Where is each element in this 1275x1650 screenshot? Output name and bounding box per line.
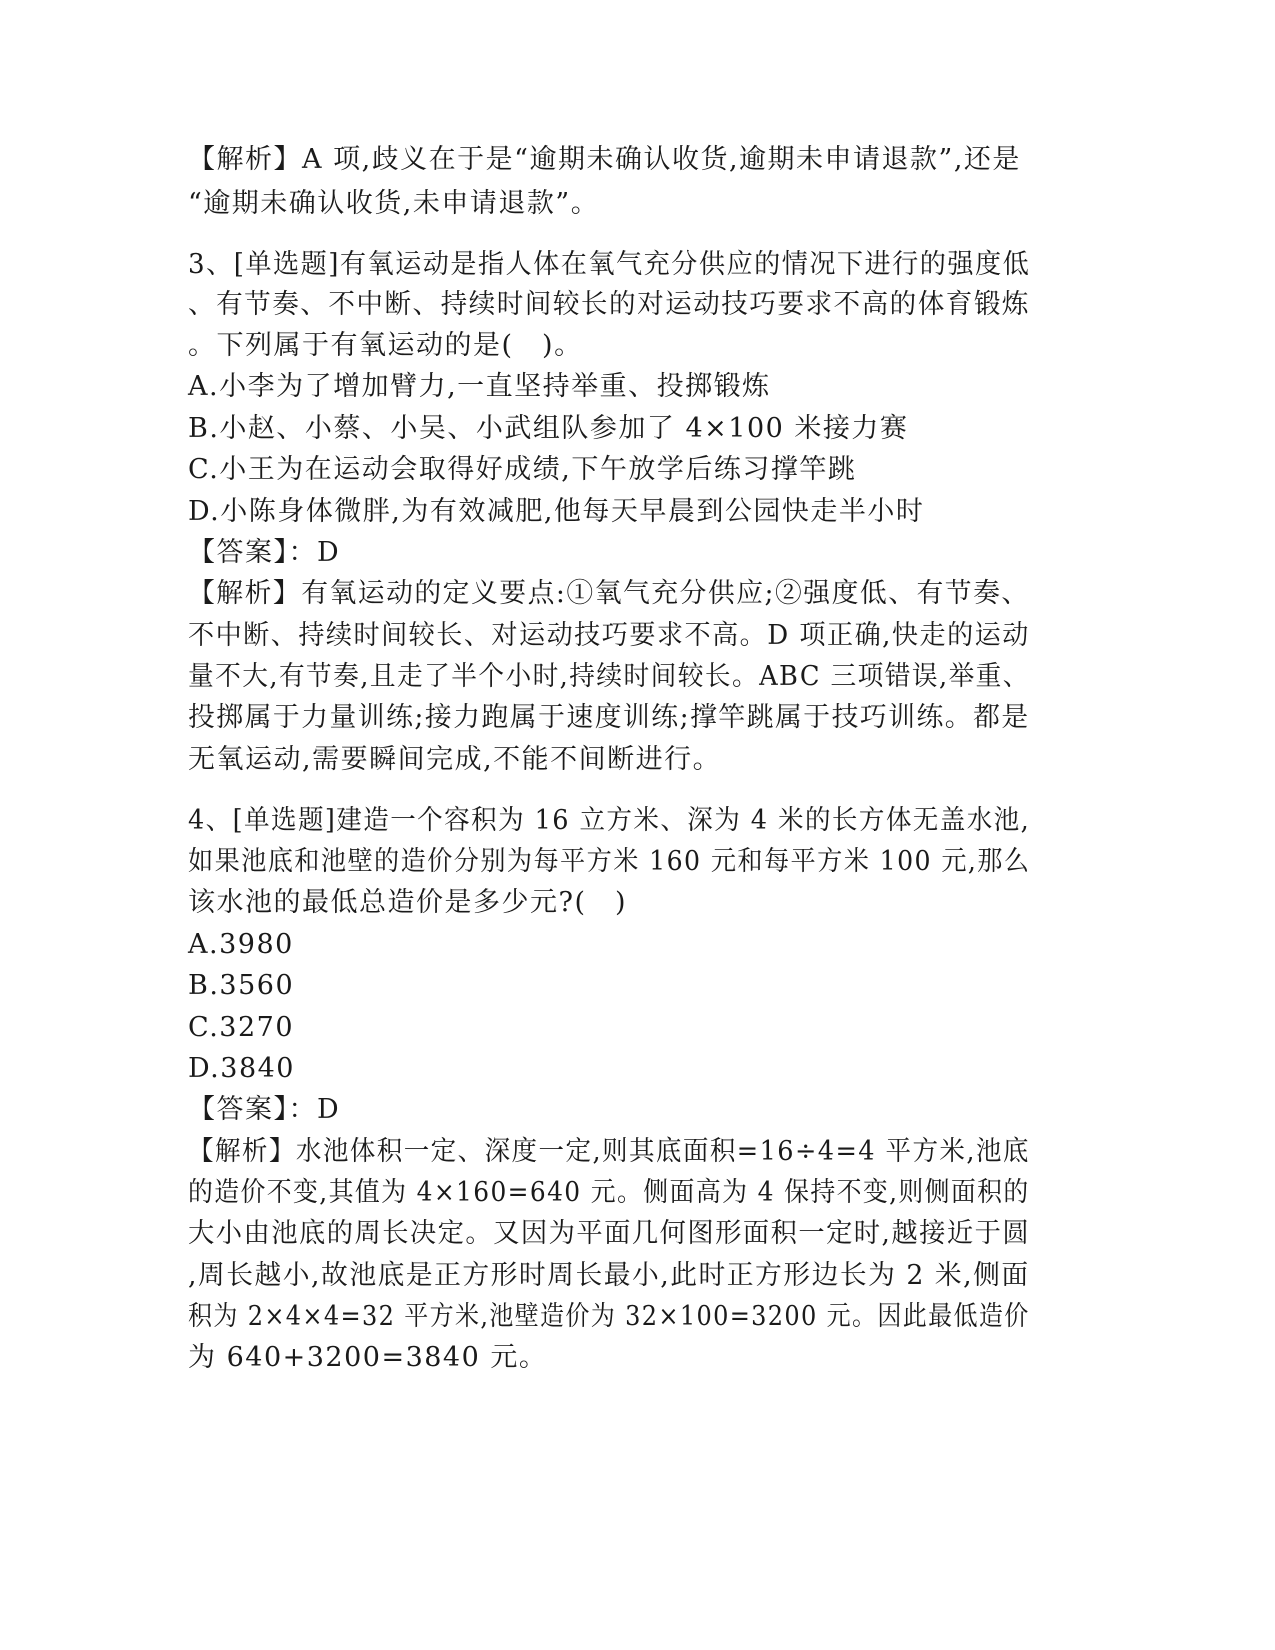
question-4-option-a: A.3980: [188, 929, 294, 960]
question-4-analysis: 为 640+3200=3840 元。: [188, 1342, 548, 1373]
question-3-stem: 3、[单选题]有氧运动是指人体在氧气充分供应的情况下进行的强度低: [188, 249, 1031, 280]
question-4-stem: 4、[单选题]建造一个容积为 16 立方米、深为 4 米的长方体无盖水池,: [188, 805, 1031, 836]
question-4-analysis: 的造价不变,其值为 4×160=640 元。侧面高为 4 保持不变,则侧面积的: [188, 1177, 1030, 1208]
question-4-option-b: B.3560: [188, 970, 295, 1001]
question-4-option-c: C.3270: [188, 1012, 294, 1043]
question-3-analysis: 【解析】有氧运动的定义要点:①氧气充分供应;②强度低、有节奏、: [188, 578, 1030, 609]
question-4-option-d: D.3840: [188, 1053, 295, 1084]
analysis-line: 【解析】A 项,歧义在于是“逾期未确认收货,逾期未申请退款”,还是: [188, 144, 1021, 175]
question-4-analysis: 【解析】水池体积一定、深度一定,则其底面积=16÷4=4 平方米,池底: [188, 1136, 1030, 1167]
question-4-analysis: ,周长越小,故池底是正方形时周长最小,此时正方形边长为 2 米,侧面: [188, 1260, 1030, 1291]
question-4-stem: 该水池的最低总造价是多少元?( ): [188, 887, 628, 918]
question-3-analysis: 不中断、持续时间较长、对运动技巧要求不高。D 项正确,快走的运动: [188, 620, 1030, 651]
question-3-option-a: A.小李为了增加臂力,一直坚持举重、投掷锻炼: [188, 371, 771, 402]
question-4-answer: 【答案】：D: [188, 1094, 341, 1125]
analysis-line: “逾期未确认收货,未申请退款”。: [188, 188, 600, 219]
question-3-analysis: 无氧运动,需要瞬间完成,不能不间断进行。: [188, 744, 722, 775]
question-3-stem: 。下列属于有氧运动的是( )。: [188, 330, 583, 361]
question-3-option-b: B.小赵、小蔡、小吴、小武组队参加了 4×100 米接力赛: [188, 413, 909, 444]
question-3-analysis: 量不大,有节奏,且走了半个小时,持续时间较长。ABC 三项错误,举重、: [188, 661, 1030, 692]
question-4-analysis: 积为 2×4×4=32 平方米,池壁造价为 32×100=3200 元。因此最低造价: [188, 1301, 1030, 1332]
question-4-analysis: 大小由池底的周长决定。又因为平面几何图形面积一定时,越接近于圆: [188, 1218, 1031, 1249]
question-4-stem: 如果池底和池壁的造价分别为每平方米 160 元和每平方米 100 元,那么: [188, 846, 1031, 877]
question-3-option-d: D.小陈身体微胖,为有效减肥,他每天早晨到公园快走半小时: [188, 496, 925, 527]
question-3-option-c: C.小王为在运动会取得好成绩,下午放学后练习撑竿跳: [188, 454, 857, 485]
question-3-answer: 【答案】：D: [188, 537, 341, 568]
question-3-stem: 、有节奏、不中断、持续时间较长的对运动技巧要求不高的体育锻炼: [188, 289, 1030, 320]
question-3-analysis: 投掷属于力量训练;接力跑属于速度训练;撑竿跳属于技巧训练。都是: [188, 702, 1030, 733]
